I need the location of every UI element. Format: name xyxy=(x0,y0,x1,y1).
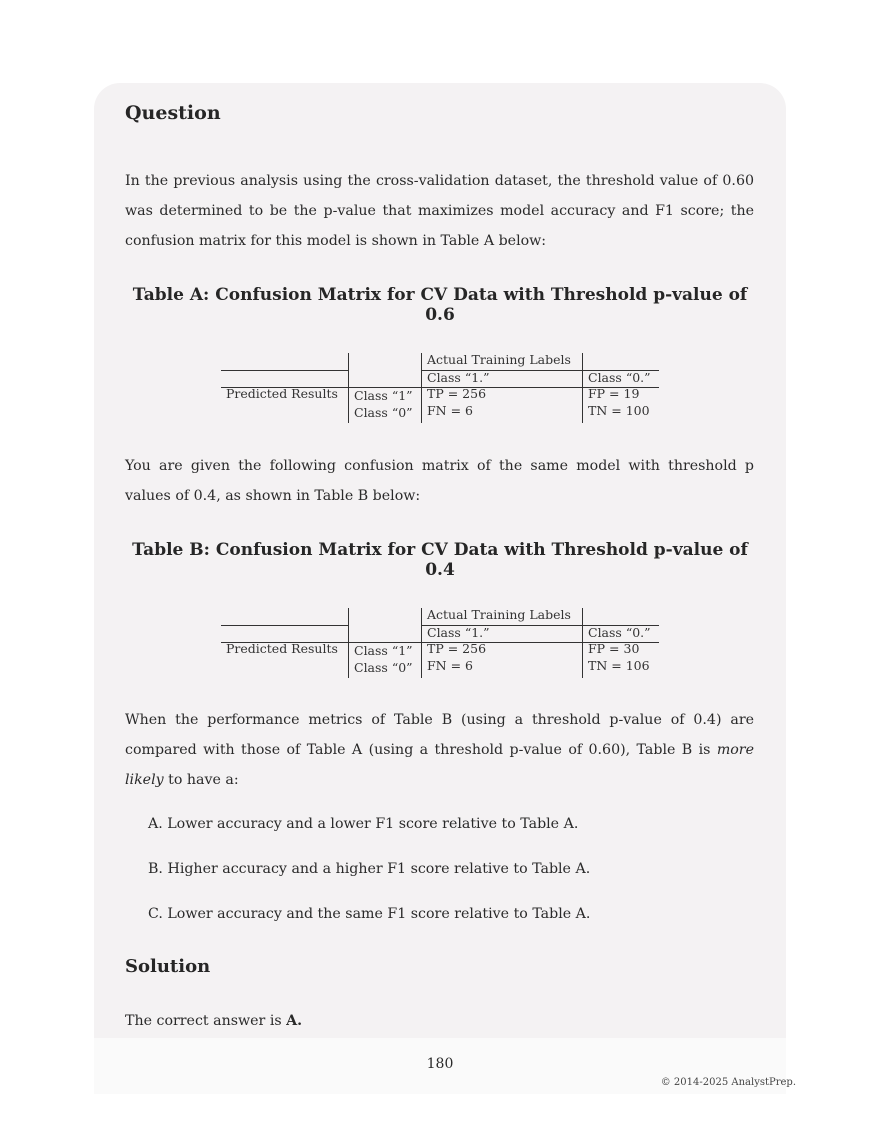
table-b-title: Table B: Confusion Matrix for CV Data with Threshold p-value of 0.4 xyxy=(132,540,748,580)
table-a-fp: FP = 19 xyxy=(588,386,640,401)
copyright: © 2014-2025 AnalystPrep. xyxy=(660,1077,796,1088)
page-number: 180 xyxy=(426,1056,454,1072)
comparison-text-after: to have a: xyxy=(163,772,239,788)
solution-heading: Solution xyxy=(125,956,211,977)
between-text: You are given the following confusion matrix of the same model with threshold p values of 0.4, as shown in Table B below: xyxy=(125,458,754,504)
table-a-row-class-0: Class “0” xyxy=(354,405,413,420)
table-a-row-label: Predicted Results xyxy=(226,386,338,401)
question-heading: Question xyxy=(125,102,221,124)
answer-prefix: The correct answer is xyxy=(125,1013,287,1029)
option-c: C. Lower accuracy and the same F1 score relative to Table A. xyxy=(148,906,591,922)
table-b-row-class-0: Class “0” xyxy=(354,660,413,675)
solution-answer xyxy=(125,1006,754,1036)
comparison-emphasis: more likely xyxy=(125,742,754,788)
table-b-row-label: Predicted Results xyxy=(226,641,338,656)
table-b-tn: TN = 106 xyxy=(588,658,650,673)
table-a-tn: TN = 100 xyxy=(588,403,650,418)
table-b-tp: TP = 256 xyxy=(427,641,487,656)
table-a-tp: TP = 256 xyxy=(427,386,487,401)
table-a-confusion-matrix xyxy=(221,353,659,423)
table-a-col-class-0: Class “0.” xyxy=(588,370,651,385)
comparison-text xyxy=(125,705,754,795)
table-b-col-class-0: Class “0.” xyxy=(588,625,651,640)
answer-letter: A. xyxy=(286,1013,303,1029)
table-a-header-actual: Actual Training Labels xyxy=(427,352,571,367)
table-b-header-actual: Actual Training Labels xyxy=(427,607,571,622)
table-b-fp: FP = 30 xyxy=(588,641,640,656)
option-b: B. Higher accuracy and a higher F1 score relative to Table A. xyxy=(148,861,591,877)
table-a-col-class-1: Class “1.” xyxy=(427,370,490,385)
table-b-fn: FN = 6 xyxy=(427,658,473,673)
table-a-title: Table A: Confusion Matrix for CV Data with Threshold p-value of 0.6 xyxy=(132,285,748,325)
question-intro: In the previous analysis using the cross-validation dataset, the threshold value of 0.60 was determined to be the p-value that maximizes model accuracy and F1 score; the confusion matrix for this model is shown in Table A below: xyxy=(125,173,754,249)
table-a-fn: FN = 6 xyxy=(427,403,473,418)
table-b-row-class-1: Class “1” xyxy=(354,643,413,658)
table-a-row-class-1: Class “1” xyxy=(354,388,413,403)
option-a: A. Lower accuracy and a lower F1 score relative to Table A. xyxy=(148,816,579,832)
table-b-col-class-1: Class “1.” xyxy=(427,625,490,640)
comparison-text-before: When the performance metrics of Table B (using a threshold p-value of 0.4) are compared with those of Table A (using a threshold p-value of 0.60), Table B is xyxy=(125,712,754,758)
table-b-confusion-matrix xyxy=(221,608,659,678)
